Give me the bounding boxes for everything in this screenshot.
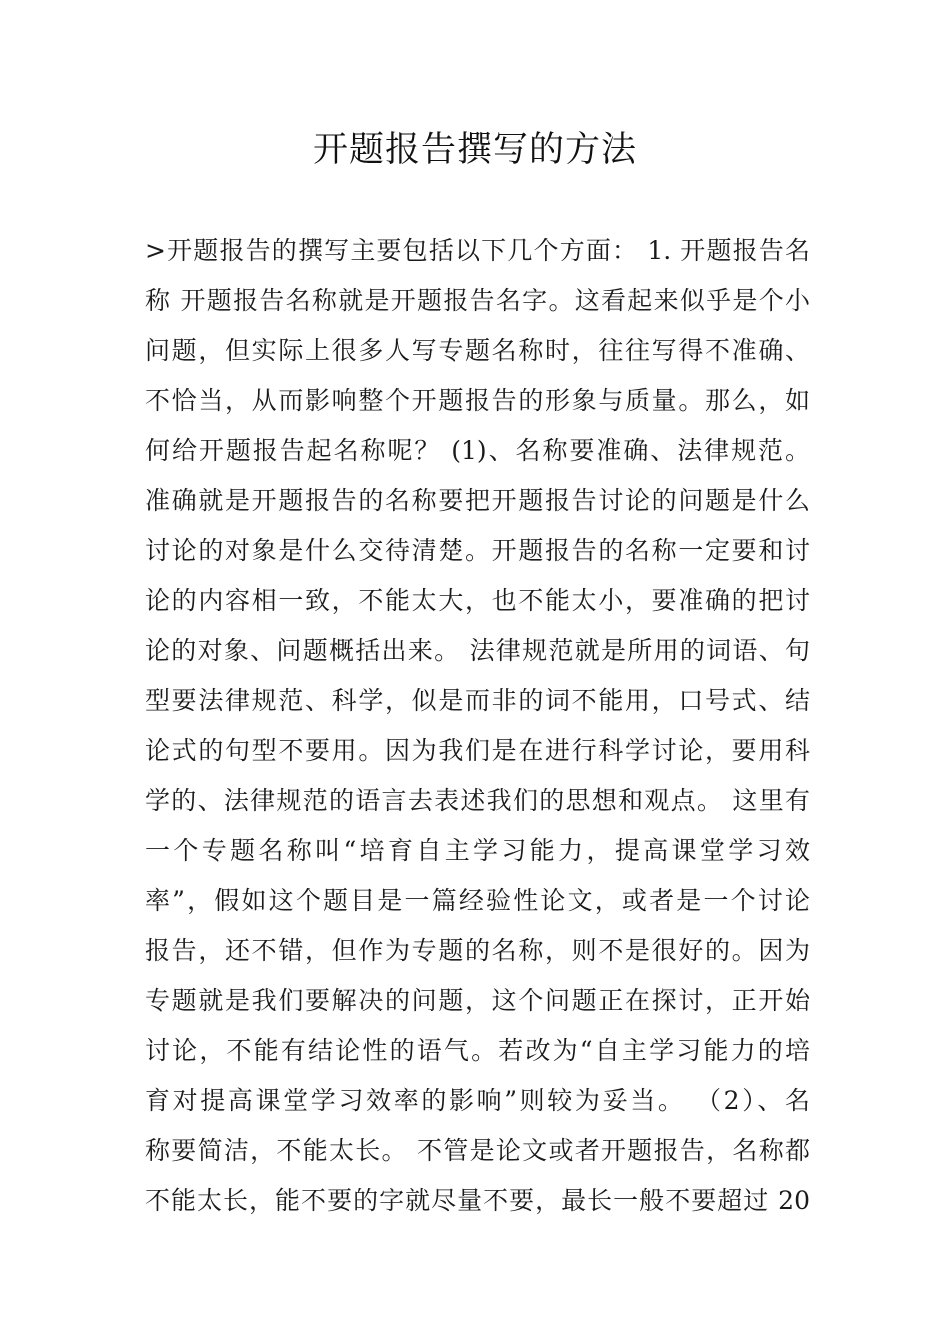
body-line: 讨论的对象是什么交待清楚。开题报告的名称一定要和讨 (145, 536, 810, 565)
body-line: 型要法律规范、科学，似是而非的词不能用，口号式、结 (145, 686, 810, 715)
body-line: 专题就是我们要解决的问题，这个问题正在探讨，正开始 (145, 986, 810, 1015)
body-line: 论的对象、问题概括出来。 法律规范就是所用的词语、句 (145, 636, 810, 665)
body-line: 论式的句型不要用。因为我们是在进行科学讨论，要用科 (145, 736, 810, 765)
document-title: 开题报告撰写的方法 (312, 130, 637, 170)
body-line: 育对提高课堂学习效率的影响”则较为妥当。 （2）、名 (145, 1086, 810, 1115)
body-line: 称 开题报告名称就是开题报告名字。这看起来似乎是个小 (145, 286, 810, 315)
body-line: 论的内容相一致，不能太大，也不能太小，要准确的把讨 (145, 586, 810, 615)
body-line: 报告，还不错，但作为专题的名称，则不是很好的。因为 (145, 936, 810, 965)
body-line: 不恰当，从而影响整个开题报告的形象与质量。那么，如 (145, 386, 810, 415)
body-line: 学的、法律规范的语言去表述我们的思想和观点。 这里有 (145, 786, 810, 815)
body-line: 称要简洁，不能太长。 不管是论文或者开题报告，名称都 (145, 1136, 810, 1165)
body-line: 不能太长，能不要的字就尽量不要，最长一般不要超过 20 (145, 1186, 810, 1215)
body-line: 讨论，不能有结论性的语气。若改为“自主学习能力的培 (145, 1036, 810, 1065)
body-line: 准确就是开题报告的名称要把开题报告讨论的问题是什么 (145, 486, 810, 515)
body-line: 一个专题名称叫“培育自主学习能力，提高课堂学习效 (145, 836, 810, 865)
body-line: 何给开题报告起名称呢？ (1)、名称要准确、法律规范。 (145, 436, 810, 465)
body-line: >开题报告的撰写主要包括以下几个方面： 1. 开题报告名 (145, 236, 810, 265)
body-line: 问题，但实际上很多人写专题名称时，往往写得不准确、 (145, 336, 810, 365)
document-body (145, 226, 810, 1226)
body-line: 率”，假如这个题目是一篇经验性论文，或者是一个讨论 (145, 886, 810, 915)
